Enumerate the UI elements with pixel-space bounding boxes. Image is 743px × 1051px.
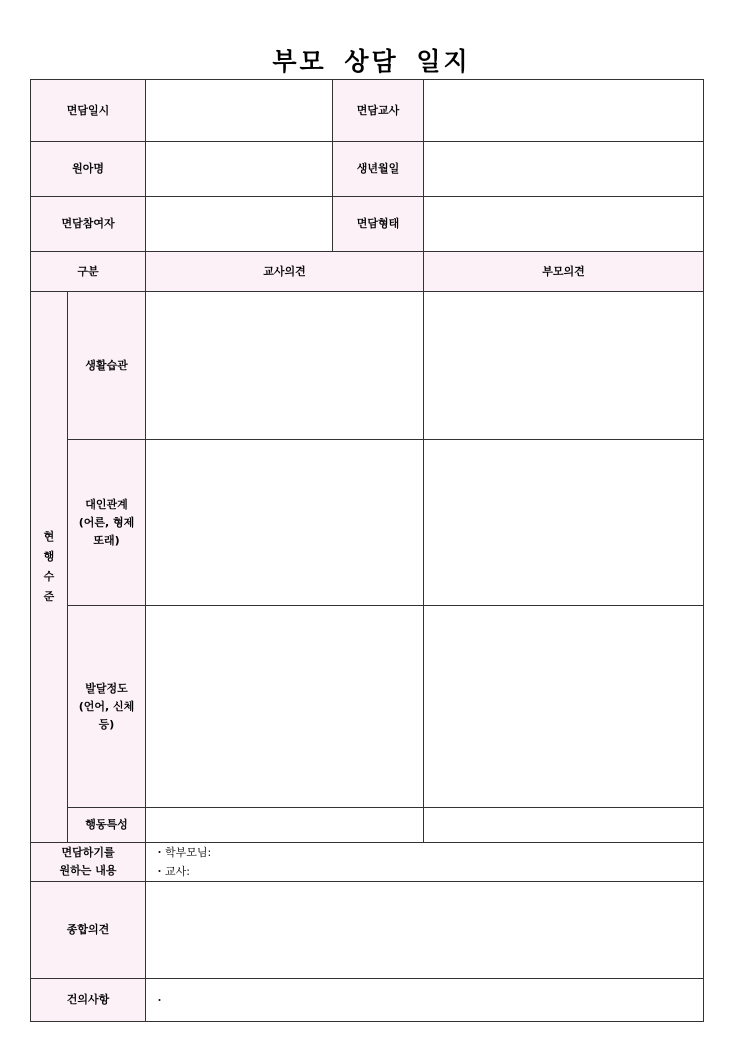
development-line-1: 발달정도 (85, 681, 128, 695)
label-relationships (68, 440, 146, 606)
label-living-habits (68, 292, 146, 440)
label-suggestions: 건의사항 (31, 979, 146, 1022)
label-development (68, 606, 146, 808)
label-behavior-traits: 행동특성 (68, 808, 146, 843)
field-child-name[interactable] (146, 142, 333, 197)
field-overall-opinion[interactable] (146, 882, 704, 979)
info-row-datetime (31, 80, 704, 142)
row-living-habits (31, 292, 704, 440)
current-level-char-3: 수 (43, 570, 55, 583)
parent-living-habits[interactable] (424, 292, 704, 440)
row-development (31, 606, 704, 808)
field-interview-datetime[interactable] (146, 80, 333, 142)
header-parent-opinion: 부모의견 (424, 252, 704, 292)
label-birth-date: 생년월일 (333, 142, 424, 197)
teacher-relationships[interactable] (146, 440, 424, 606)
relationships-line-3: 또래) (93, 533, 120, 547)
counseling-form-table (30, 79, 704, 1022)
field-suggestions[interactable]: ・ (146, 979, 704, 1022)
desired-parent-line: ・학부모님: (154, 846, 212, 859)
header-row (31, 252, 704, 292)
parent-behavior-traits[interactable] (424, 808, 704, 843)
field-interview-type[interactable] (424, 197, 704, 252)
label-participants: 면담참여자 (31, 197, 146, 252)
field-interview-teacher[interactable] (424, 80, 704, 142)
label-interview-datetime: 면담일시 (31, 80, 146, 142)
label-desired-content (31, 843, 146, 882)
parent-development[interactable] (424, 606, 704, 808)
teacher-living-habits[interactable] (146, 292, 424, 440)
row-suggestions (31, 979, 704, 1022)
relationships-line-1: 대인관계 (85, 497, 128, 511)
row-overall-opinion (31, 882, 704, 979)
current-level-char-2: 행 (43, 550, 55, 563)
label-child-name: 원아명 (31, 142, 146, 197)
row-relationships (31, 440, 704, 606)
label-interview-teacher: 면담교사 (333, 80, 424, 142)
label-interview-type: 면담형태 (333, 197, 424, 252)
current-level-char-4: 준 (43, 590, 55, 603)
desired-teacher-line: ・교사: (154, 865, 190, 878)
desired-label-line-1: 면담하기를 (61, 846, 115, 859)
label-overall-opinion: 종합의견 (31, 882, 146, 979)
header-teacher-opinion: 교사의견 (146, 252, 424, 292)
development-line-2: (언어, 신체 (78, 699, 135, 713)
header-category: 구분 (31, 252, 146, 292)
info-row-child (31, 142, 704, 197)
current-level-label (31, 292, 68, 843)
row-desired-content (31, 843, 704, 882)
living-habits-text: 생활습관 (85, 358, 128, 372)
current-level-char-1: 현 (43, 530, 55, 543)
teacher-behavior-traits[interactable] (146, 808, 424, 843)
teacher-development[interactable] (146, 606, 424, 808)
page-title: 부모 상담 일지 (272, 47, 471, 76)
desired-label-line-2: 원하는 내용 (59, 864, 117, 877)
info-row-participants (31, 197, 704, 252)
row-behavior (31, 808, 704, 843)
field-participants[interactable] (146, 197, 333, 252)
parent-relationships[interactable] (424, 440, 704, 606)
development-line-3: 등) (98, 717, 115, 731)
field-birth-date[interactable] (424, 142, 704, 197)
field-desired-content[interactable] (146, 843, 704, 882)
relationships-line-2: (어른, 형제 (78, 515, 135, 529)
